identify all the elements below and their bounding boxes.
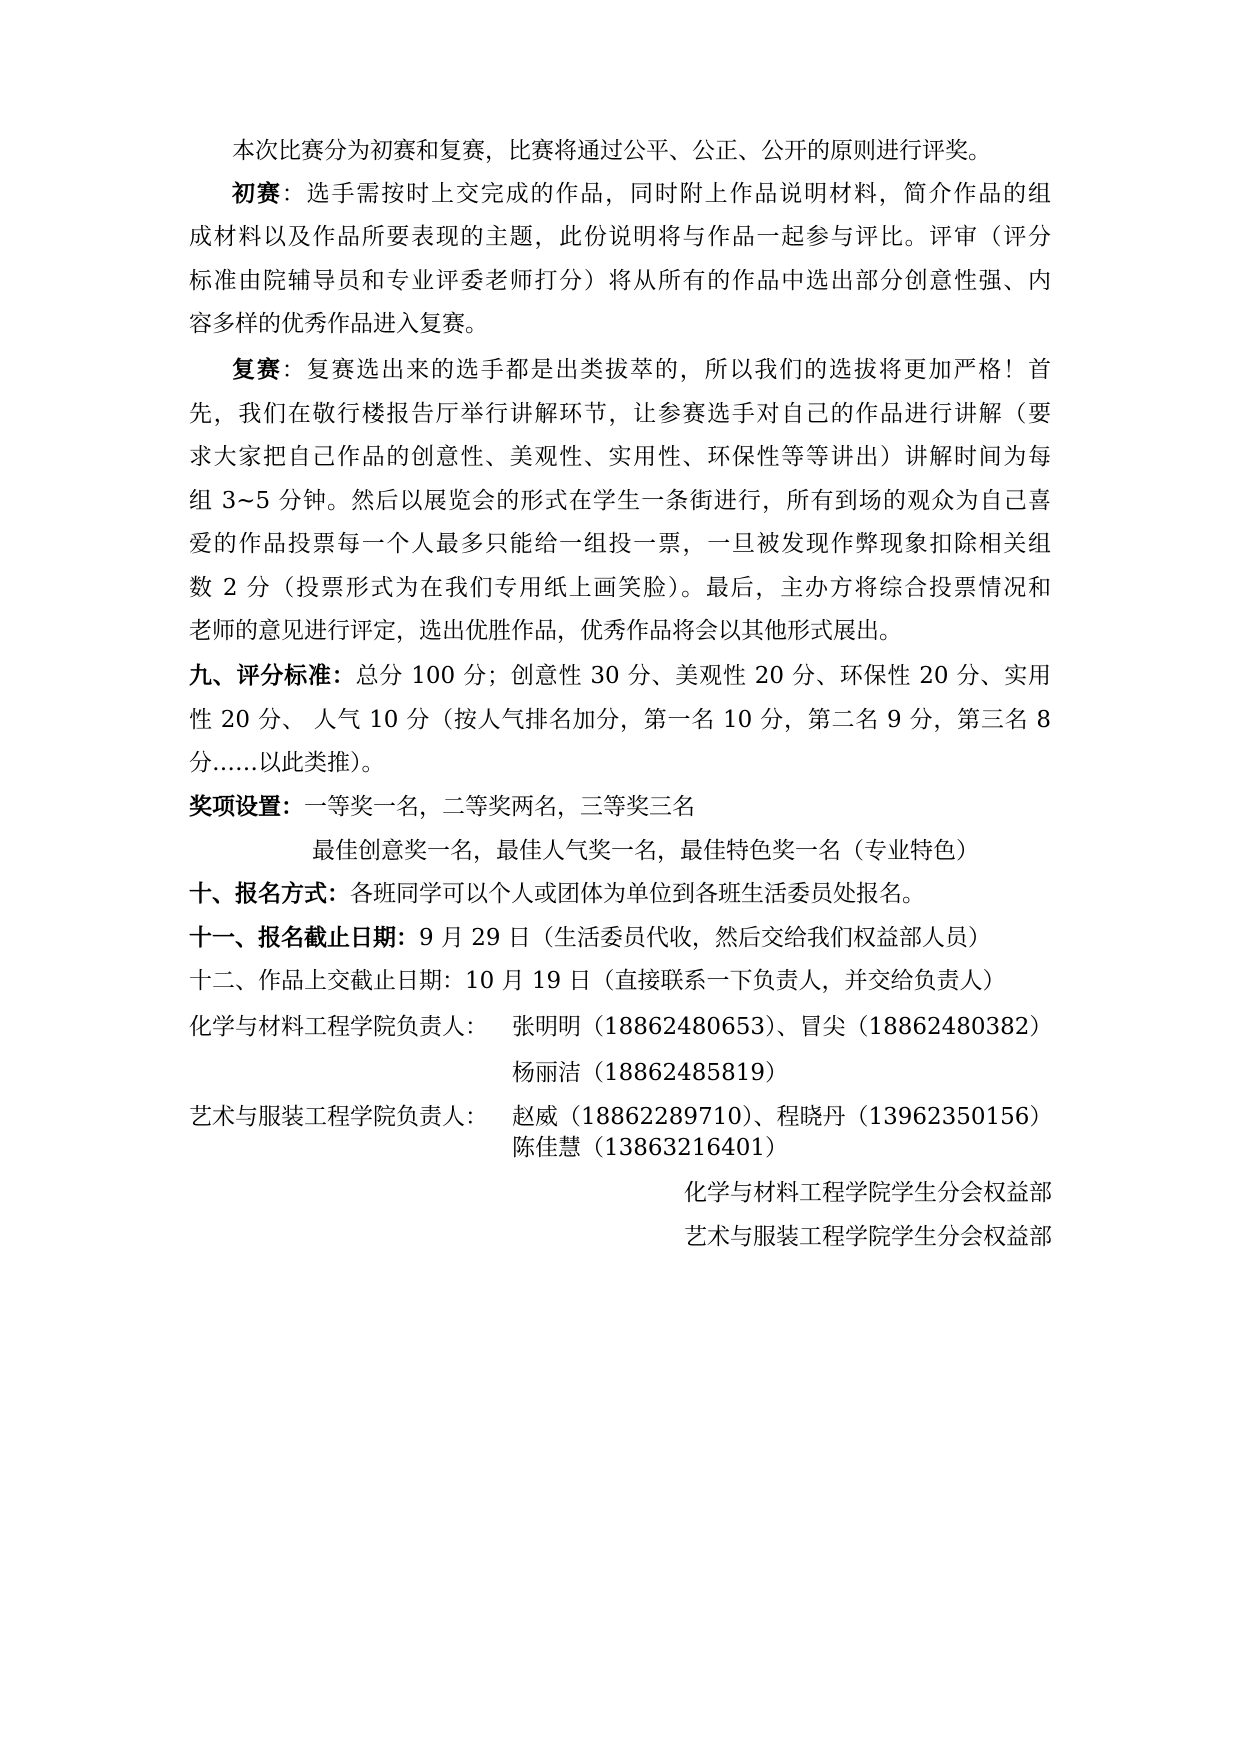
contact-art-label: 艺术与服装工程学院负责人： <box>189 1104 488 1130</box>
scoring-line-1: 九、评分标准：总分 100 分；创意性 30 分、美观性 20 分、环保性 20 分、实用 <box>189 662 1051 689</box>
contact-chem-label: 化学与材料工程学院负责人： <box>189 1014 488 1040</box>
signature-art: 艺术与服装工程学院学生分会权益部 <box>684 1224 1052 1250</box>
final-line-5: 爱的作品投票每一个人最多只能给一组投一票，一旦被发现作弊现象扣除相关组 <box>189 531 1051 557</box>
contact-art-line-1: 赵威（18862289710）、程晓丹（13962350156） <box>512 1104 1053 1130</box>
final-line-1: 复赛：复赛选出来的选手都是出类拔萃的，所以我们的选拔将更加严格！首 <box>232 356 1051 383</box>
awards-line-1: 奖项设置：一等奖一名，二等奖两名，三等奖三名 <box>189 793 695 820</box>
signup-label: 十、报名方式： <box>189 880 350 907</box>
prelim-line-1: 初赛：选手需按时上交完成的作品，同时附上作品说明材料，简介作品的组 <box>232 180 1051 207</box>
scoring-line-2: 性 20 分、 人气 10 分（按人气排名加分，第一名 10 分，第二名 9 分，第三名 8 <box>189 707 1051 733</box>
signup-line: 十、报名方式：各班同学可以个人或团体为单位到各班生活委员处报名。 <box>189 880 925 907</box>
deadline-line: 十一、报名截止日期：9 月 29 日（生活委员代收，然后交给我们权益部人员） <box>189 924 991 951</box>
awards-label: 奖项设置： <box>189 793 304 820</box>
final-line-4: 组 3~5 分钟。然后以展览会的形式在学生一条街进行，所有到场的观众为自己喜 <box>189 488 1051 514</box>
final-line-2: 先，我们在敬行楼报告厅举行讲解环节，让参赛选手对自己的作品进行讲解（要 <box>189 401 1051 427</box>
contact-art-line-2: 陈佳慧（13863216401） <box>512 1135 788 1161</box>
final-label: 复赛 <box>232 356 282 383</box>
awards-line-2: 最佳创意奖一名，最佳人气奖一名，最佳特色奖一名（专业特色） <box>312 838 979 864</box>
prelim-line-2: 成材料以及作品所要表现的主题，此份说明将与作品一起参与评比。评审（评分 <box>189 224 1051 250</box>
final-line-7: 老师的意见进行评定，选出优胜作品，优秀作品将会以其他形式展出。 <box>189 618 902 644</box>
prelim-label: 初赛 <box>232 180 282 207</box>
prelim-line-4: 容多样的优秀作品进入复赛。 <box>189 311 488 337</box>
contact-chem-line-1: 张明明（18862480653）、冒尖（18862480382） <box>512 1014 1053 1040</box>
submit-deadline-line: 十二、作品上交截止日期：10 月 19 日（直接联系一下负责人，并交给负责人） <box>189 968 1006 994</box>
signature-chem: 化学与材料工程学院学生分会权益部 <box>684 1180 1052 1206</box>
final-line-3: 求大家把自己作品的创意性、美观性、实用性、环保性等等讲出）讲解时间为每 <box>189 444 1051 470</box>
deadline-label: 十一、报名截止日期： <box>189 924 419 951</box>
prelim-line-3: 标准由院辅导员和专业评委老师打分）将从所有的作品中选出部分创意性强、内 <box>189 268 1051 294</box>
scoring-label: 九、评分标准： <box>189 662 356 689</box>
intro-paragraph: 本次比赛分为初赛和复赛，比赛将通过公平、公正、公开的原则进行评奖。 <box>232 138 991 164</box>
scoring-line-3: 分……以此类推）。 <box>189 750 385 776</box>
contact-chem-line-2: 杨丽洁（18862485819） <box>512 1060 788 1086</box>
final-line-6: 数 2 分（投票形式为在我们专用纸上画笑脸）。最后，主办方将综合投票情况和 <box>189 575 1051 601</box>
